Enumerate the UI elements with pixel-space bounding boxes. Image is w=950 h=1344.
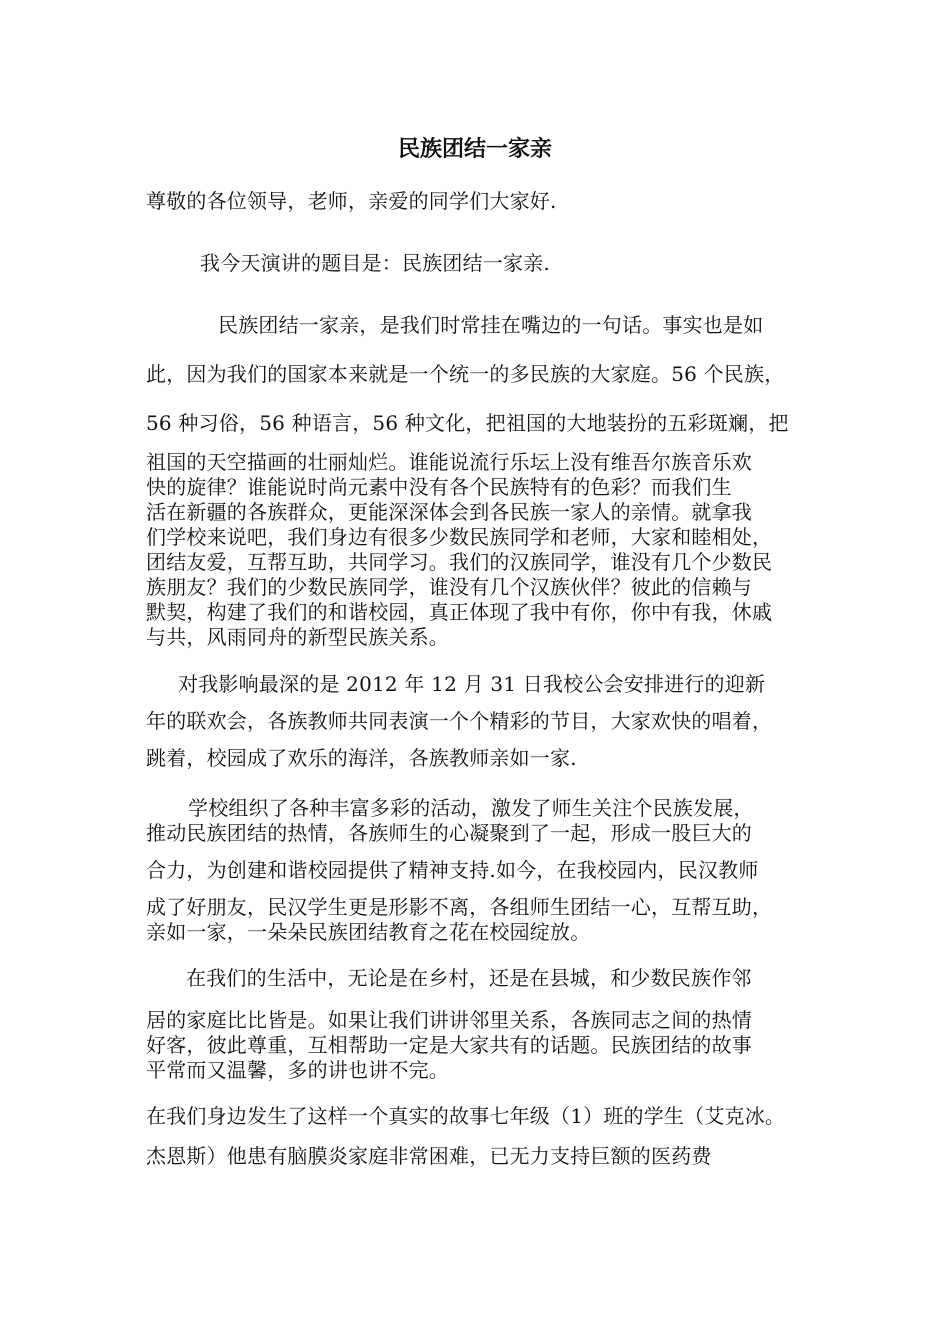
text-line: 合力，为创建和谐校园提供了精神支持.如今，在我校园内，民汉教师 [146,858,759,882]
text-line: 我今天演讲的题目是：民族团结一家亲. [200,251,550,275]
text-line: 们学校来说吧，我们身边有很多少数民族同学和老师，大家和睦相处， [146,525,773,549]
text-line: 快的旋律？谁能说时尚元素中没有各个民族特有的色彩？而我们生 [146,475,732,499]
text-line: 平常而又温馨，多的讲也讲不完。 [146,1058,449,1082]
text-line: 对我影响最深的是 2012 年 12 月 31 日我校公会安排进行的迎新 [178,672,766,696]
text-line: 与共，风雨同舟的新型民族关系。 [146,625,449,649]
text-line: 年的联欢会，各族教师共同表演一个个精彩的节目，大家欢快的唱着， [146,709,773,733]
text-line: 好客，彼此尊重，互相帮助一定是大家共有的话题。民族团结的故事 [146,1033,752,1057]
text-line: 此，因为我们的国家本来就是一个统一的多民族的大家庭。56 个民族， [146,362,785,386]
text-line: 在我们的生活中，无论是在乡村，还是在县城，和少数民族作邻 [186,966,752,990]
text-line: 推动民族团结的热情，各族师生的心凝聚到了一起，形成一股巨大的 [146,821,752,845]
document-title: 民族团结一家亲 [397,136,552,162]
text-line: 成了好朋友，民汉学生更是形影不离，各组师生团结一心，互帮互助， [146,895,773,919]
text-line: 杰恩斯）他患有脑膜炎家庭非常困难，已无力支持巨额的医药费 [146,1144,712,1168]
text-line: 族朋友？我们的少数民族同学，谁没有几个汉族伙伴？彼此的信赖与 [146,575,752,599]
text-line: 在我们身边发生了这样一个真实的故事七年级（1）班的学生（艾克冰。 [146,1104,786,1128]
text-line: 学校组织了各种丰富多彩的活动，激发了师生关注个民族发展， [188,796,754,820]
text-line: 祖国的天空描画的壮丽灿烂。谁能说流行乐坛上没有维吾尔族音乐欢 [146,450,752,474]
text-line: 民族团结一家亲，是我们时常挂在嘴边的一句话。事实也是如 [218,313,764,337]
text-line: 居的家庭比比皆是。如果让我们讲讲邻里关系，各族同志之间的热情 [146,1008,752,1032]
text-line: 跳着，校园成了欢乐的海洋，各族教师亲如一家. [146,746,577,770]
text-line: 亲如一家，一朵朵民族团结教育之花在校园绽放。 [146,920,591,944]
text-line: 56 种习俗，56 种语言，56 种文化，把祖国的大地装扮的五彩斑斓，把 [146,411,789,435]
text-line: 团结友爱，互帮互助，共同学习。我们的汉族同学，谁没有几个少数民 [146,550,773,574]
text-line: 活在新疆的各族群众，更能深深体会到各民族一家人的亲情。就拿我 [146,500,752,524]
text-line: 尊敬的各位领导，老师，亲爱的同学们大家好. [146,189,557,213]
text-line: 默契，构建了我们的和谐校园，真正体现了我中有你，你中有我，休戚 [146,600,773,624]
